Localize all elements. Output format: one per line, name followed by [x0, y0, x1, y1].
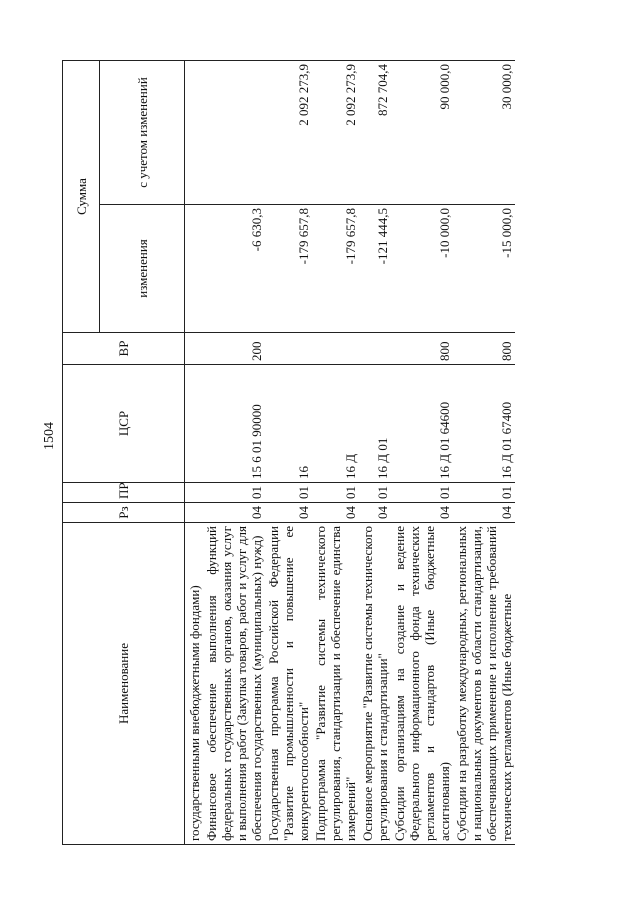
row-change: -121 444,5 [359, 205, 391, 333]
row-name: Подпрограмма "Развитие системы технического регулирования, стандартизации и обеспечение единства измерений" [312, 523, 359, 845]
row-rz: 04 [359, 503, 391, 523]
budget-table [62, 60, 515, 845]
row-pr: 01 [265, 483, 312, 503]
table-row [312, 61, 359, 845]
table-body [185, 61, 516, 845]
row-rz: 04 [453, 503, 515, 523]
row-rz: 04 [265, 503, 312, 523]
table-row [453, 61, 515, 845]
row-change: -6 630,3 [203, 205, 265, 333]
row-change: -179 657,8 [312, 205, 359, 333]
row-csr: 16 [265, 365, 312, 483]
row-name: Государственная программа Российской Федерации "Развитие промышленности и повышение ее конкурентоспособности" [265, 523, 312, 845]
header-total: с учетом изменений [100, 61, 185, 205]
row-name: Субсидии организациям на создание и ведение Федерального информационного фонда технических регламентов и стандартов (Иные бюджетные ассигнования) [391, 523, 453, 845]
row-change: -15 000,0 [453, 205, 515, 333]
row-rz: 04 [391, 503, 453, 523]
header-change: изменения [100, 205, 185, 333]
row-total: 90 000,0 [391, 61, 453, 205]
row-total: 2 092 273,9 [312, 61, 359, 205]
row-total [203, 61, 265, 205]
row-name: государственными внебюджетными фондами) [185, 523, 204, 845]
table-row [359, 61, 391, 845]
row-pr [185, 483, 204, 503]
row-change [185, 205, 204, 333]
header-pr: ПР [63, 483, 185, 503]
row-vr: 800 [453, 333, 515, 365]
page-number: 1504 [42, 422, 57, 450]
row-csr [185, 365, 204, 483]
row-total: 30 000,0 [453, 61, 515, 205]
row-csr: 16 Д 01 [359, 365, 391, 483]
header-name: Наименование [63, 523, 185, 845]
table-row [185, 61, 204, 845]
row-total: 872 704,4 [359, 61, 391, 205]
row-pr: 01 [312, 483, 359, 503]
row-vr [265, 333, 312, 365]
row-pr: 01 [359, 483, 391, 503]
row-vr [359, 333, 391, 365]
row-pr: 01 [203, 483, 265, 503]
row-vr [312, 333, 359, 365]
header-rz: Рз [63, 503, 185, 523]
row-csr: 16 Д 01 67400 [453, 365, 515, 483]
header-csr: ЦСР [63, 365, 185, 483]
row-csr: 16 Д [312, 365, 359, 483]
header-sum: Сумма [63, 61, 100, 333]
row-total [185, 61, 204, 205]
header-vr: ВР [63, 333, 185, 365]
budget-table-container [62, 60, 586, 845]
row-vr: 800 [391, 333, 453, 365]
row-rz [185, 503, 204, 523]
row-pr: 01 [391, 483, 453, 503]
row-change: -10 000,0 [391, 205, 453, 333]
row-csr: 16 Д 01 64600 [391, 365, 453, 483]
row-rz: 04 [203, 503, 265, 523]
table-row [265, 61, 312, 845]
row-change: -179 657,8 [265, 205, 312, 333]
row-csr: 15 6 01 90000 [203, 365, 265, 483]
row-vr: 200 [203, 333, 265, 365]
row-vr [185, 333, 204, 365]
row-name: Субсидии на разработку международных, региональных и национальных документов в области стандартизации, обеспечивающих применение и исполнение требований технических регламентов (Иные бюджетные [453, 523, 515, 845]
row-name: Основное мероприятие "Развитие системы технического регулирования и стандартизации" [359, 523, 391, 845]
table-row [203, 61, 265, 845]
table-row [391, 61, 453, 845]
row-rz: 04 [312, 503, 359, 523]
row-total: 2 092 273,9 [265, 61, 312, 205]
table-header [63, 61, 185, 845]
row-pr: 01 [453, 483, 515, 503]
row-name: Финансовое обеспечение выполнения функций федеральных государственных органов, оказания услуг и выполнения работ (Закупка товаров, работ и услуг для обеспечения государственных (муниципальных) нужд) [203, 523, 265, 845]
